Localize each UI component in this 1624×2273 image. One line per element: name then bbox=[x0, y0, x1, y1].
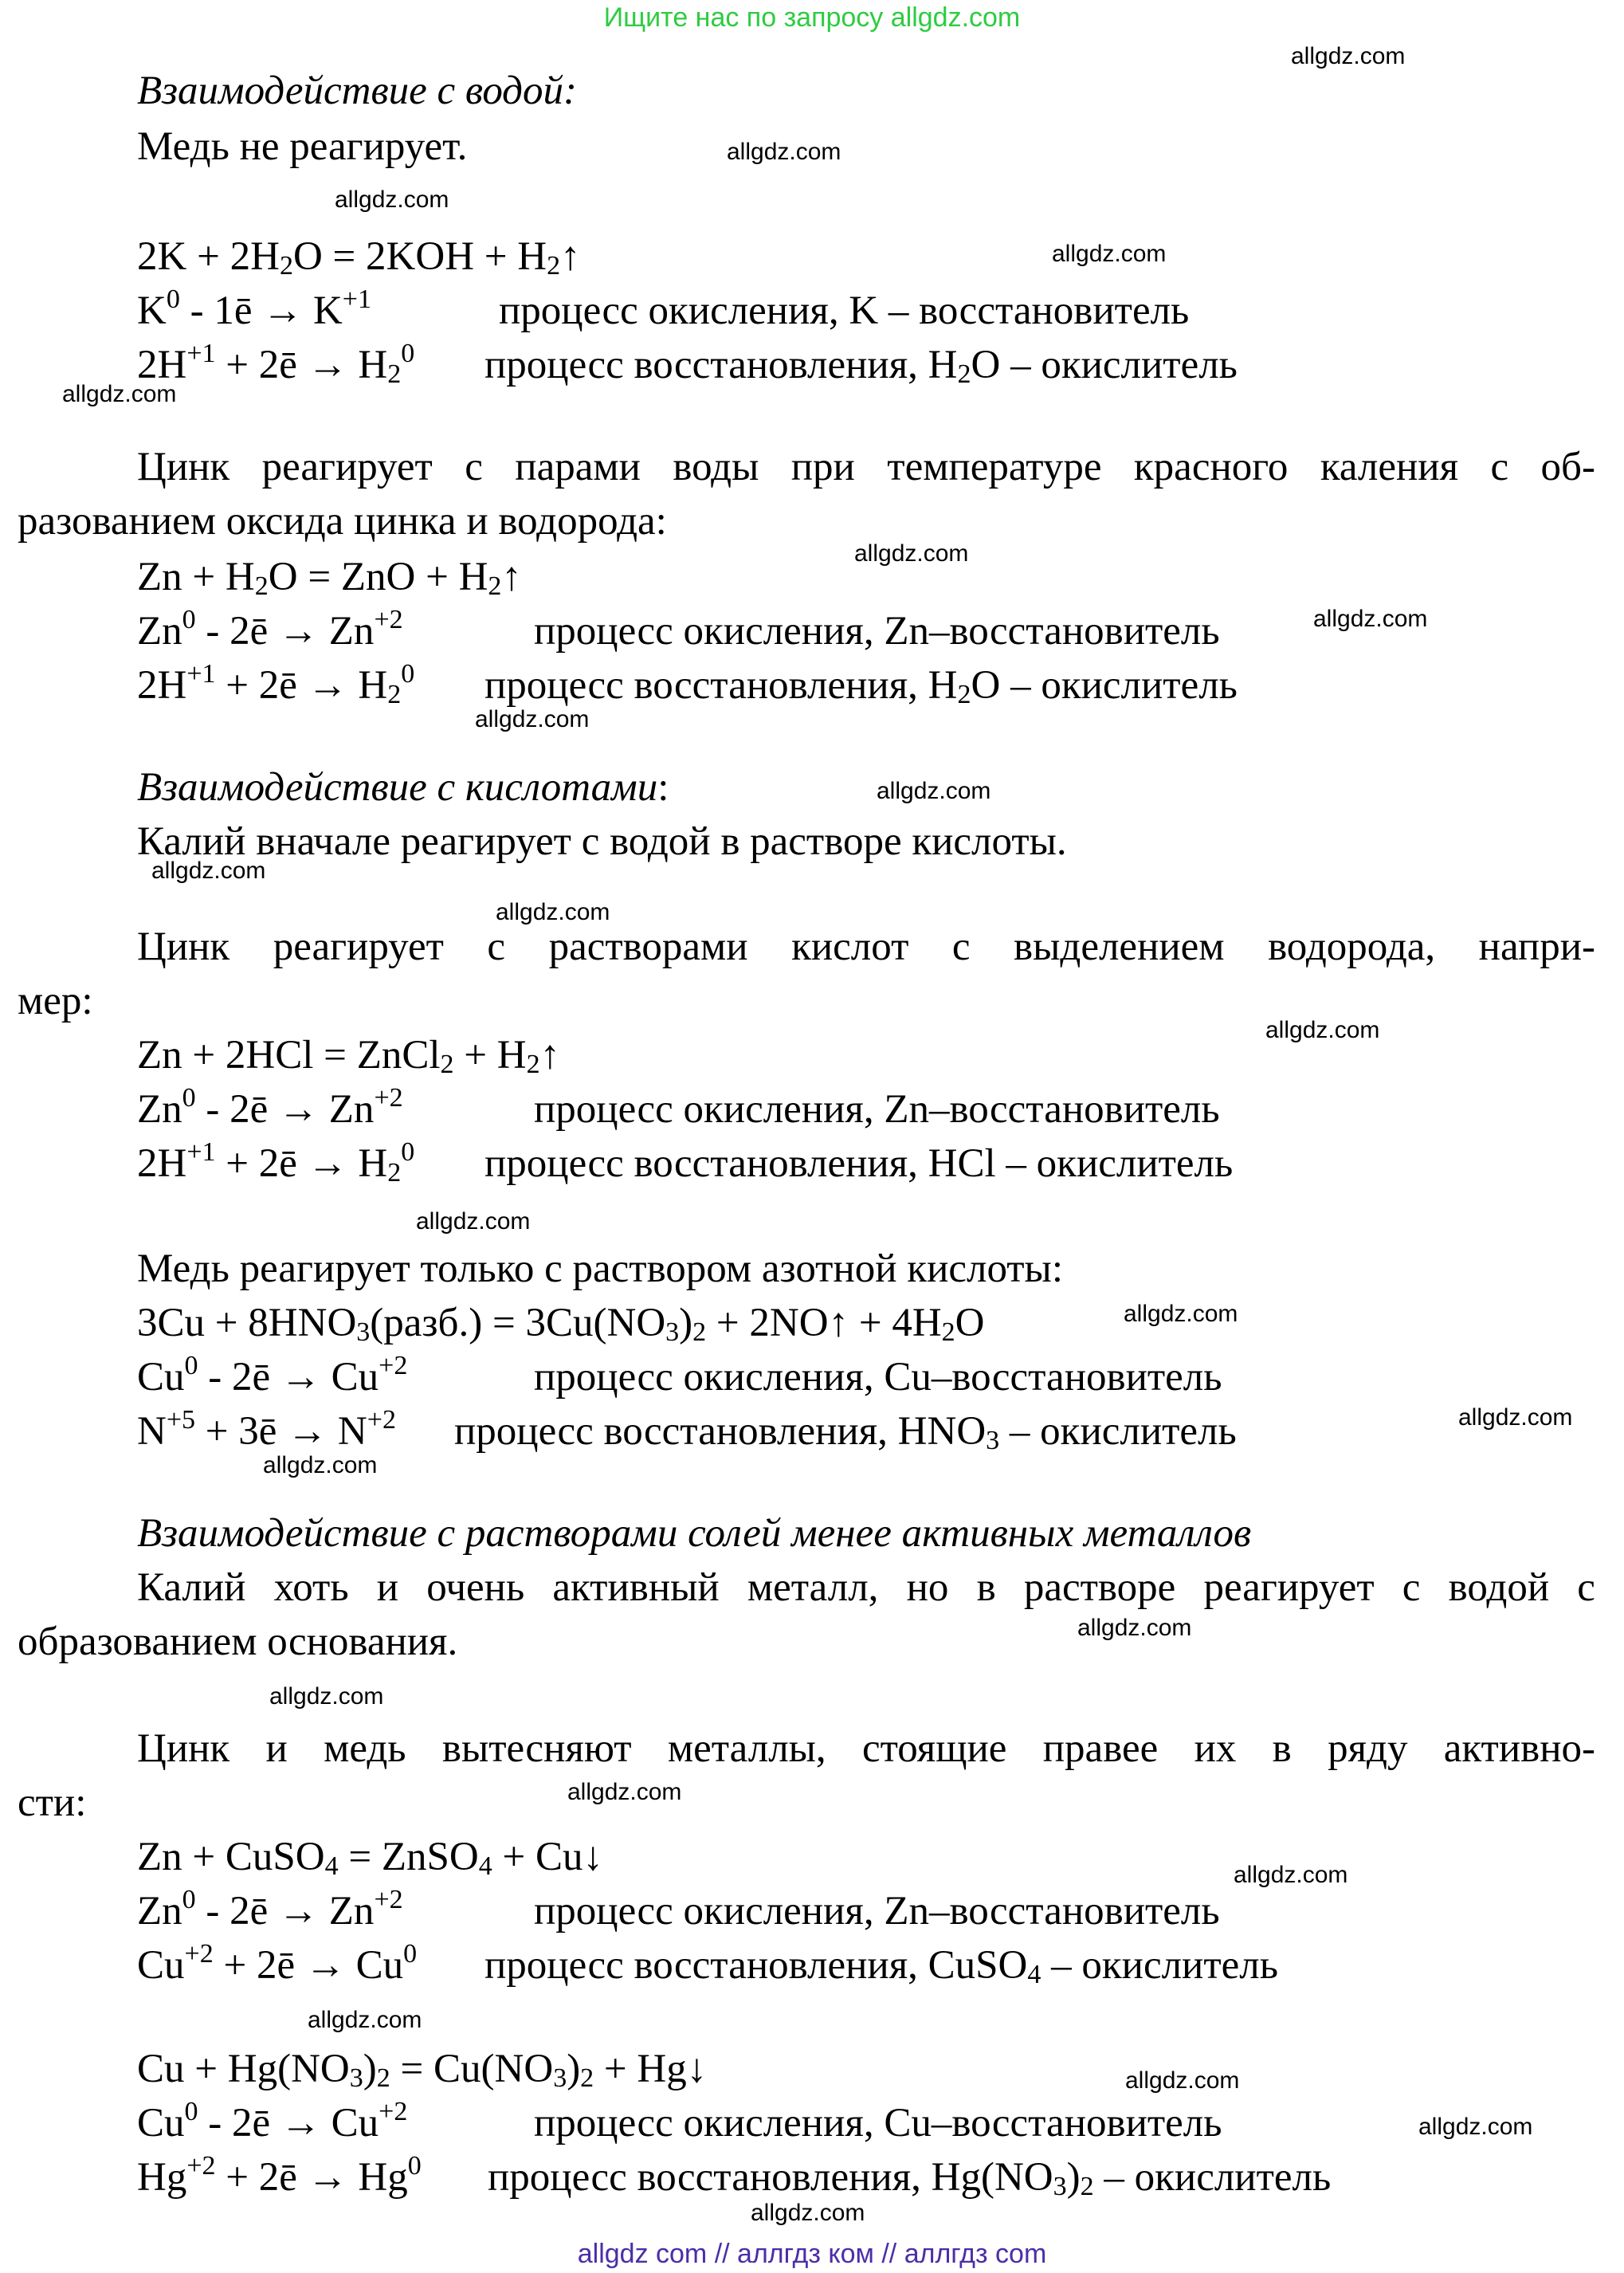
halfreaction-formula: $2H^{+1}$ + 2ē → $H_2^0$ bbox=[137, 339, 415, 389]
watermark: allgdz.com bbox=[1458, 1404, 1573, 1431]
watermark: allgdz.com bbox=[727, 139, 841, 165]
halfreaction-description: процесс окисления, Cu–восстановитель bbox=[534, 2101, 1222, 2145]
potassium-salt-text-line1: Калий хоть и очень активный металл, но в растворе реагирует с водой с bbox=[137, 1565, 1595, 1610]
halfreaction-description: процесс восстановления, $H_2O$ – окислитель bbox=[484, 343, 1238, 389]
displacement-text-line2: сти: bbox=[18, 1780, 87, 1825]
halfreaction-formula: Zn$^0$ - 2ē → $Zn^{+2}$ bbox=[137, 1885, 403, 1933]
halfreaction-formula: $2H^{+1}$ + 2ē → $H_2^0$ bbox=[137, 659, 415, 709]
halfreaction-formula: $Cu^{+2}$ + 2ē → $Cu^0$ bbox=[137, 1939, 418, 1988]
equation-zn-water: $Zn + H_2O$ = ZnO + $H_2↑$ bbox=[137, 555, 522, 601]
heading-acids: Взаимодействие с кислотами: bbox=[137, 765, 669, 810]
halfreaction-description: процесс окисления, Cu–восстановитель bbox=[534, 1355, 1222, 1400]
watermark: allgdz.com bbox=[416, 1208, 531, 1235]
watermark: allgdz.com bbox=[1052, 241, 1167, 267]
zinc-acid-text-line2: мер: bbox=[18, 979, 93, 1023]
halfreaction-formula: Cu$^0$ - 2ē → $Cu^{+2}$ bbox=[137, 1351, 408, 1400]
watermark: allgdz.com bbox=[1125, 2067, 1240, 2094]
halfreaction-formula: $N^{+5}$ + 3ē → $N^{+2}$ bbox=[137, 1405, 396, 1454]
equation-k-water: $2K + 2H_2O = 2KOH$ + $H_2↑$ bbox=[137, 234, 581, 281]
watermark: allgdz.com bbox=[475, 706, 590, 732]
top-banner[interactable]: Ищите нас по запросу allgdz.com bbox=[603, 2, 1021, 33]
halfreaction-description: процесс восстановления, $Hg(NO_3)_2$ – окислитель bbox=[488, 2155, 1332, 2201]
displacement-text-line1: Цинк и медь вытесняют металлы, стоящие правее их в ряду активно- bbox=[137, 1726, 1595, 1771]
watermark: allgdz.com bbox=[496, 899, 610, 925]
zinc-water-text-line2: разованием оксида цинка и водорода: bbox=[18, 499, 667, 544]
halfreaction-formula: $Hg^{+2}$ + 2ē → $Hg^0$ bbox=[137, 2151, 422, 2200]
halfreaction-formula: Cu$^0$ - 2ē → $Cu^{+2}$ bbox=[137, 2097, 408, 2145]
halfreaction-description: процесс восстановления, CuSO$_4$ – окислитель bbox=[484, 1943, 1278, 1989]
watermark: allgdz.com bbox=[1124, 1301, 1238, 1327]
copper-water-text: Медь не реагирует. bbox=[137, 124, 468, 169]
watermark: allgdz.com bbox=[62, 381, 177, 407]
halfreaction-formula: $K^0$ - 1ē → $K^{+1}$ bbox=[137, 285, 371, 333]
zinc-acid-text-line1: Цинк реагирует с растворами кислот с выделением водорода, напри- bbox=[137, 925, 1595, 969]
potassium-salt-text-line2: образованием основания. bbox=[18, 1619, 458, 1664]
halfreaction-formula: Zn$^0$ - 2ē → $Zn^{+2}$ bbox=[137, 605, 403, 654]
equation-cu-hno3: $3Cu + 8HNO_3(разб.) = 3Cu(NO_3)_2$ + 2NO↑ + $4H_2O$ bbox=[137, 1301, 985, 1347]
equation-zn-cuso4: Zn + CuSO$_4$ = ZnSO$_4$ + Cu↓ bbox=[137, 1835, 604, 1881]
halfreaction-description: процесс восстановления, $H_2O$ – окислитель bbox=[484, 663, 1238, 709]
watermark: allgdz.com bbox=[1291, 43, 1406, 69]
heading-water: Взаимодействие с водой: bbox=[137, 69, 577, 113]
halfreaction-formula: $2H^{+1}$ + 2ē → $H_2^0$ bbox=[137, 1137, 415, 1188]
halfreaction-formula: Zn$^0$ - 2ē → $Zn^{+2}$ bbox=[137, 1083, 403, 1132]
watermark: allgdz.com bbox=[269, 1683, 384, 1710]
watermark: allgdz.com bbox=[877, 778, 991, 804]
watermark: allgdz.com bbox=[1077, 1615, 1192, 1641]
copper-acid-text: Медь реагирует только с раствором азотной кислоты: bbox=[137, 1246, 1063, 1291]
watermark: allgdz.com bbox=[1265, 1017, 1380, 1043]
watermark: allgdz.com bbox=[308, 2007, 422, 2033]
watermark: allgdz.com bbox=[263, 1452, 378, 1478]
watermark: allgdz.com bbox=[1418, 2114, 1533, 2140]
halfreaction-description: процесс окисления, Zn–восстановитель bbox=[534, 609, 1220, 654]
watermark: allgdz.com bbox=[1234, 1862, 1348, 1888]
halfreaction-description: процесс восстановления, HCl – окислитель bbox=[484, 1141, 1234, 1186]
zinc-water-text-line1: Цинк реагирует с парами воды при температуре красного каления с об- bbox=[137, 445, 1595, 489]
watermark: allgdz.com bbox=[151, 858, 266, 884]
halfreaction-description: процесс окисления, Zn–восстановитель bbox=[534, 1889, 1220, 1933]
equation-zn-hcl: Zn + 2HCl = ZnCl$_2$ + $H_2↑$ bbox=[137, 1033, 561, 1079]
watermark: allgdz.com bbox=[751, 2200, 865, 2226]
watermark: allgdz.com bbox=[854, 540, 969, 567]
bottom-banner[interactable]: allgdz com // аллгдз ком // аллгдз com bbox=[577, 2239, 1047, 2269]
potassium-acid-text: Калий вначале реагирует с водой в растворе кислоты. bbox=[137, 819, 1067, 864]
watermark: allgdz.com bbox=[335, 186, 449, 213]
watermark: allgdz.com bbox=[1313, 606, 1428, 632]
heading-salts: Взаимодействие с растворами солей менее активных металлов bbox=[137, 1511, 1252, 1556]
watermark: allgdz.com bbox=[567, 1779, 682, 1805]
equation-cu-hgno3: $Cu + Hg(NO_3)_2 = Cu(NO_3)_2$ + Hg↓ bbox=[137, 2047, 708, 2093]
halfreaction-description: процесс окисления, K – восстановитель bbox=[499, 289, 1190, 333]
halfreaction-description: процесс окисления, Zn–восстановитель bbox=[534, 1087, 1220, 1132]
halfreaction-description: процесс восстановления, $HNO_3$ – окислитель bbox=[454, 1409, 1237, 1455]
